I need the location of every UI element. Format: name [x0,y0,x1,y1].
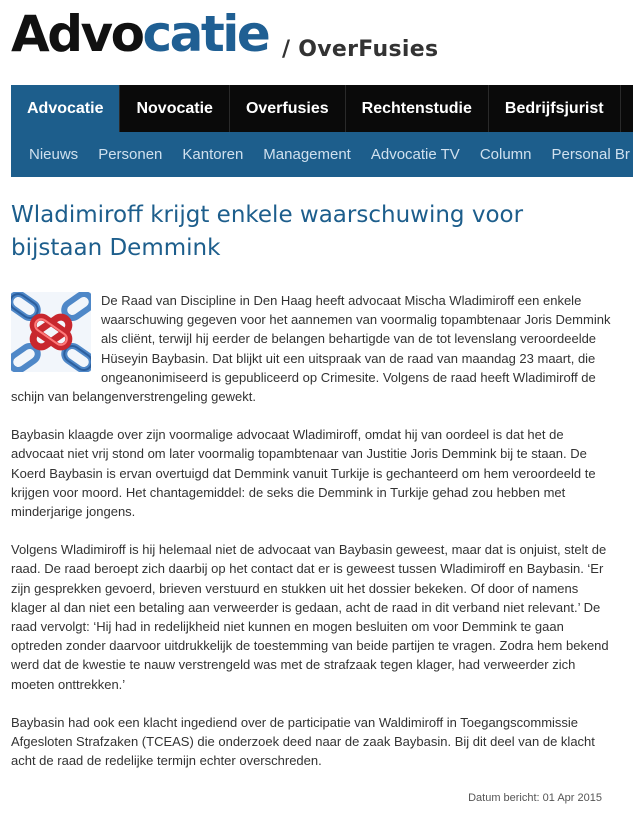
logo-text-dark: Advo [11,5,143,63]
article-paragraph: Volgens Wladimiroff is hij helemaal niet de advocaat van Baybasin geweest, maar dat is onjuist, stelt de raad. De raad beroept zich daarbij op het contact dat er is geweest tussen Wladimiroff en Baybasin. ‘Er zijn gesprekken gevoerd, brieven verstuurd en stukken uit het dossier bekeken. Of door of namens klager al dan niet een betaling aan verweerder is gedaan, acht de raad in dit verband niet relevant.’ De raad vervolgt: ‘Hij had in redelijkheid niet kunnen en mogen besluiten om voor Demmink te gaan optreden zonder daarvoor uitdrukkelijk de toestemming van beide partijen te vragen. Zodra hem bekend werd dat de kwestie te nauw verstrengeld was met de strafzaak tegen klager, had verweerder zich moeten onttrekken.’ [11,542,609,692]
nav-item-personen[interactable]: Personen [98,146,163,163]
nav-item-kantoren[interactable]: Kantoren [182,146,244,163]
primary-nav [11,85,633,132]
article-paragraph: Baybasin had ook een klacht ingediend over de participatie van Waldimiroff in Toegangscommissie Afgesloten Strafzaken (TCEAS) die onderzoek deed naar de zaak Baybasin. Bij dit deel van de klacht acht de raad de redelijke termijn echter overschreden. [11,714,595,769]
article-title: Wladimiroff krijgt enkele waarschuwing voor bijstaan Demmink [11,202,524,261]
article-paragraph: De Raad van Discipline in Den Haag heeft advocaat Mischa Wladimiroff een enkele waarschuwing gegeven voor het aannemen van voormalig topambtenaar Joris Demmink als cliënt, terwijl hij eerder de belangen behartigde van de tot levenslang veroordeelde Hüseyin Baybasin. Dat blijkt uit een uitspraak van de raad van maandag 23 maart, die ongeanonimiseerd is gepubliceerd op Crimesite. Volgens de raad heeft Wladimiroff de schijn van belangenverstrengeling gewekt. [11,293,611,405]
secondary-nav [11,132,633,177]
nav-item-management[interactable]: Management [263,146,351,163]
tab-novocatie[interactable]: Novocatie [120,85,229,132]
tab-bedrijfsjurist[interactable]: Bedrijfsjurist [489,85,621,132]
logo-subtitle[interactable]: / OverFusies [282,37,439,62]
nav-item-advocatie-tv[interactable]: Advocatie TV [370,146,460,163]
tab-rechtenstudie[interactable]: Rechtenstudie [346,85,489,132]
tab-overfusies[interactable]: Overfusies [230,85,346,132]
site-header [11,6,631,64]
chain-links-icon [11,292,91,372]
article-paragraph: Baybasin klaagde over zijn voormalige advocaat Wladimiroff, omdat hij van oordeel is dat het de advocaat niet vrij stond om later voormalig topambtenaar van Justitie Joris Demmink bij te staan. De Koerd Baybasin is ervan overtuigd dat Demmink vanuit Turkije is gechanteerd om hem veroordeeld te krijgen voor moord. Het chantagemiddel: de seks die Demmink in Turkije gehad zou hebben met minderjarige jongens. [11,427,596,520]
nav-item-personal-branding[interactable]: Personal Br [551,146,630,163]
nav-item-column[interactable]: Column [479,146,532,163]
tab-advocatie[interactable]: Advocatie [11,85,120,132]
logo-text-blue: catie [142,5,269,63]
article-body [11,291,615,789]
site-logo[interactable] [11,4,268,64]
publish-date: Datum bericht: 01 Apr 2015 [468,792,602,804]
nav-item-nieuws[interactable]: Nieuws [29,146,79,163]
